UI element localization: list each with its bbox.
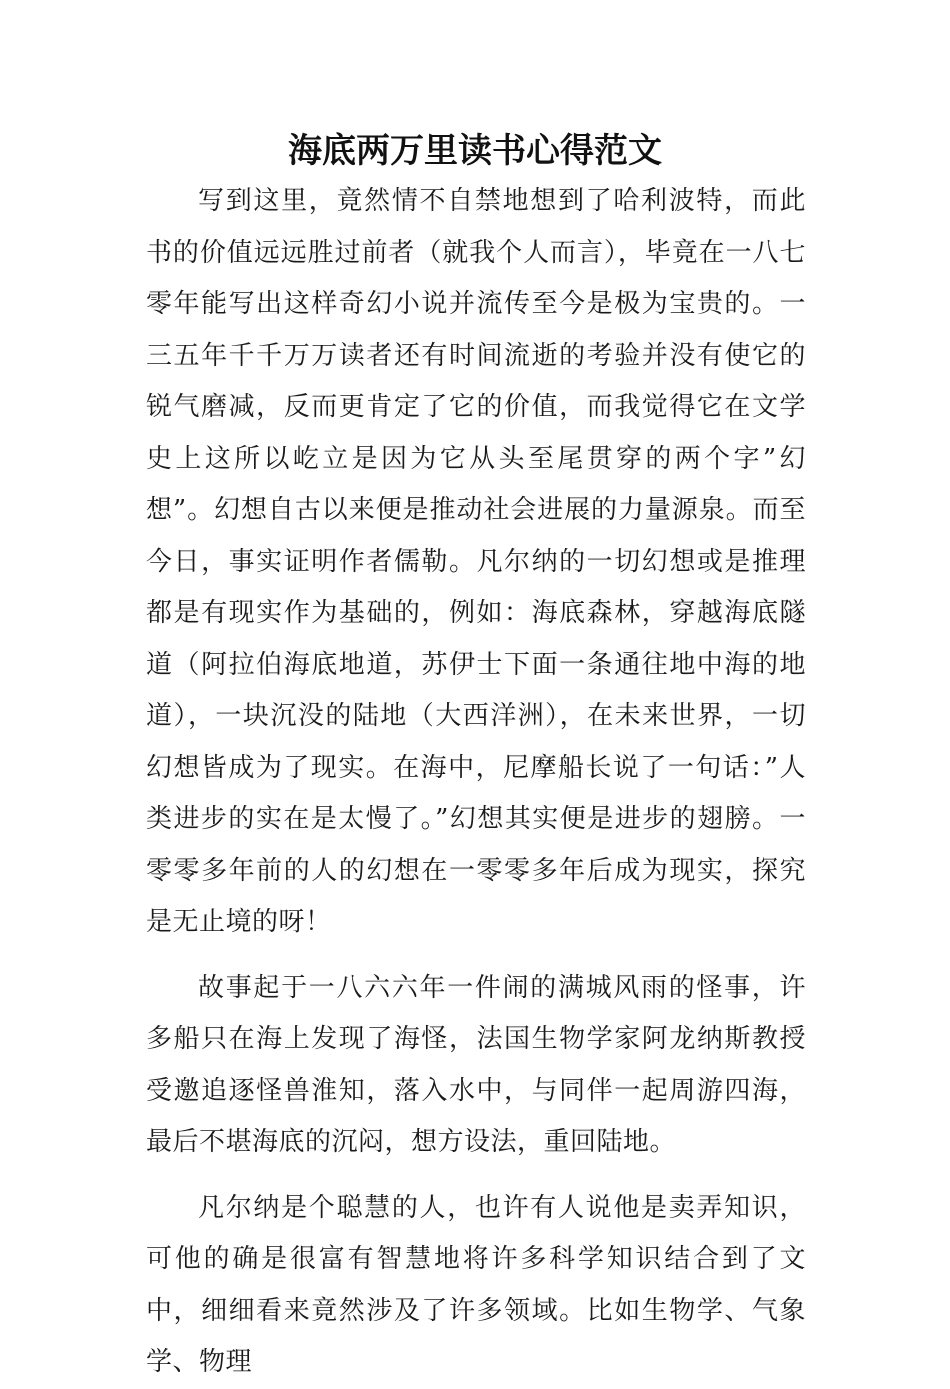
paragraph: 凡尔纳是个聪慧的人，也许有人说他是卖弄知识，可他的确是很富有智慧地将许多科学知识结合到了文中，细细看来竟然涉及了许多领域。比如生物学、气象学、物理 [146, 1192, 806, 1377]
document-body [146, 176, 806, 1389]
paragraph: 写到这里，竟然情不自禁地想到了哈利波特，而此书的价值远远胜过前者（就我个人而言），毕竟在一八七零年能写出这样奇幻小说并流传至今是极为宝贵的。一三五年千千万万读者还有时间流逝的考验并没有使它的锐气磨减，反而更肯定了它的价值，而我觉得它在文学史上这所以屹立是因为它从头至尾贯穿的两个字”幻想”。幻想自古以来便是推动社会进展的力量源泉。而至今日，事实证明作者儒勒。凡尔纳的一切幻想或是推理都是有现实作为基础的，例如：海底森林，穿越海底隧道（阿拉伯海底地道，苏伊士下面一条通往地中海的地道），一块沉没的陆地（大西洋洲），在未来世界，一切幻想皆成为了现实。在海中，尼摩船长说了一句话：”人类进步的实在是太慢了。”幻想其实便是进步的翅膀。一零零多年前的人的幻想在一零零多年后成为现实，探究是无止境的呀！ [146, 186, 806, 937]
paragraph: 故事起于一八六六年一件闹的满城风雨的怪事，许多船只在海上发现了海怪，法国生物学家阿龙纳斯教授受邀追逐怪兽淮知，落入水中，与同伴一起周游四海，最后不堪海底的沉闷，想方设法，重回陆地。 [146, 972, 806, 1157]
document-title: 海底两万里读书心得范文 [288, 131, 662, 171]
